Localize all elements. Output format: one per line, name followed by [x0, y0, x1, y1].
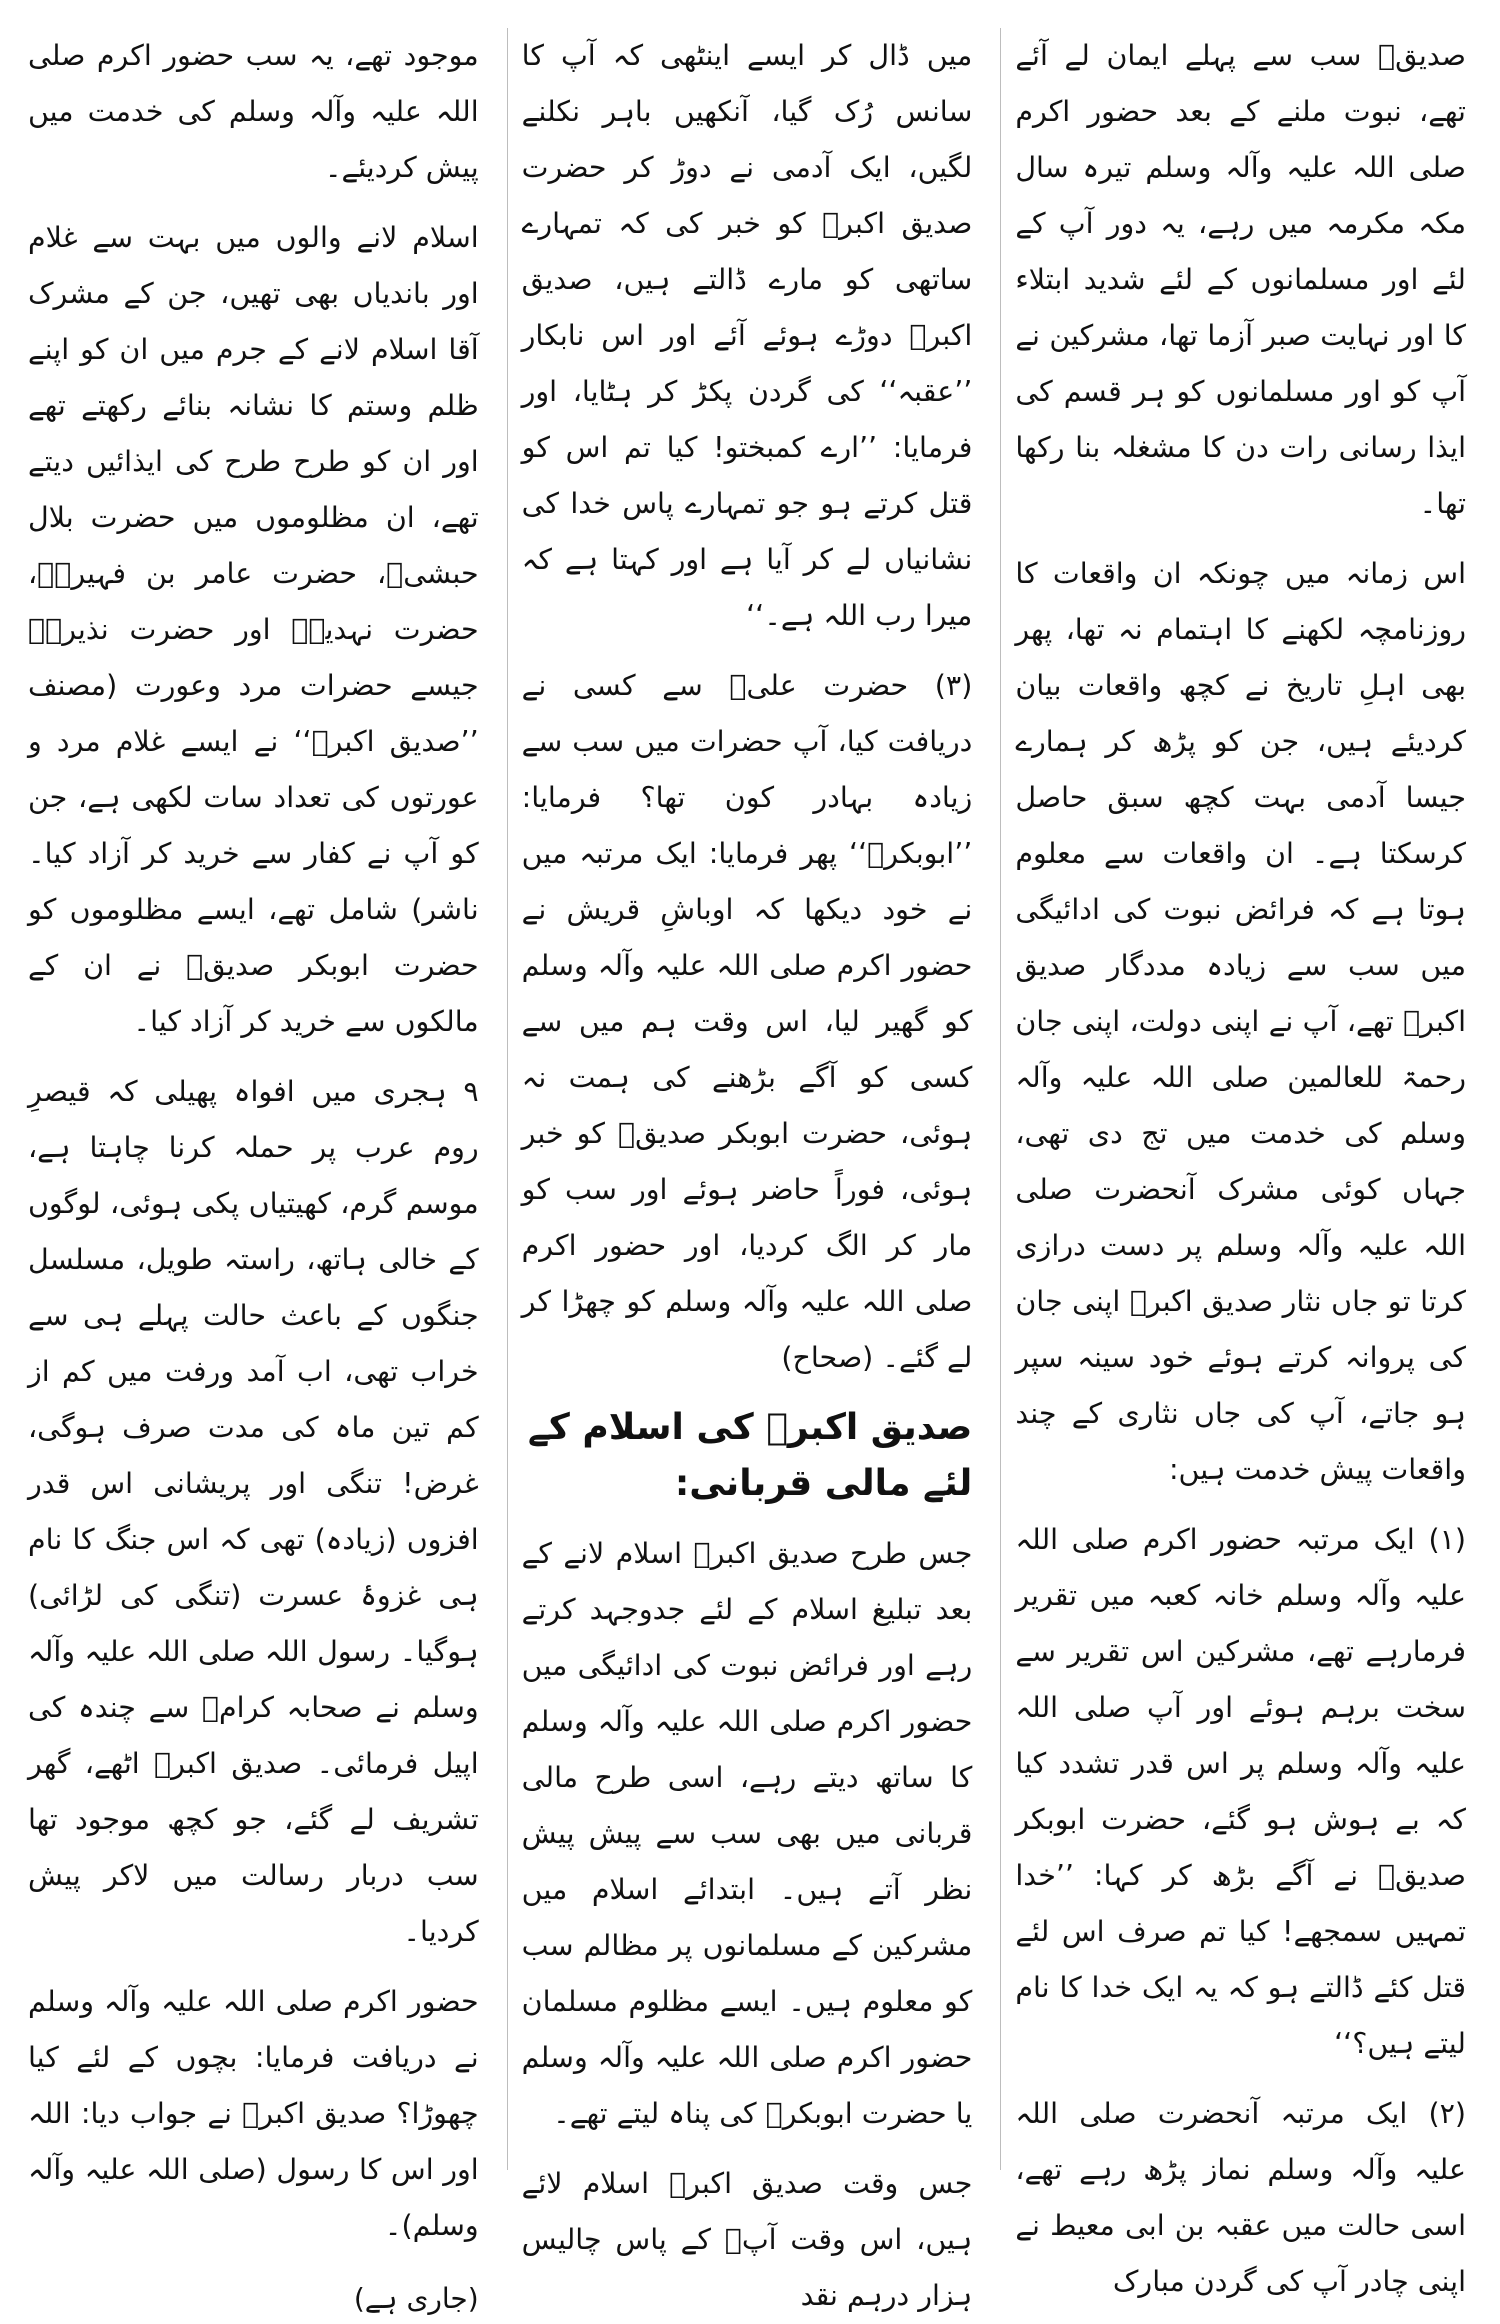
- paragraph: (۱) ایک مرتبہ حضور اکرم صلی اللہ علیہ وآلہ وسلم خانہ کعبہ میں تقریر فرمارہے تھے، مشرکین اس تقریر سے سخت برہم ہوئے اور آپ صلی اللہ علیہ وآلہ وسلم پر اس قدر تشدد کیا کہ بے ہوش ہو گئے، حضرت ابوبکر صدیقؓ نے آگے بڑھ کر کہا: ’’خدا تمہیں سمجھے! کیا تم صرف اس لئے قتل کئے ڈالتے ہو کہ یہ ایک خدا کا نام لیتے ہیں؟‘‘: [1015, 1523, 1466, 2060]
- column-2: [507, 28, 973, 2312]
- paragraph: صدیقؓ سب سے پہلے ایمان لے آئے تھے، نبوت ملنے کے بعد حضور اکرم صلی اللہ علیہ وآلہ وسلم تیرہ سال مکہ مکرمہ میں رہے، یہ دور آپ کے لئے اور مسلمانوں کے لئے شدید ابتلاء کا اور نہایت صبر آزما تھا، مشرکین نے آپ کو اور مسلمانوں کو ہر قسم کی ایذا رسانی رات دن کا مشغلہ بنا رکھا تھا۔: [1015, 39, 1466, 520]
- continued-note: (جاری ہے): [353, 2282, 479, 2315]
- paragraph: (۳) حضرت علیؓ سے کسی نے دریافت کیا، آپ حضرات میں سب سے زیادہ بہادر کون تھا؟ فرمایا: ’’ابوبکرؓ‘‘ پھر فرمایا: ایک مرتبہ میں نے خود دیکھا کہ اوباشِ قریش نے حضور اکرم صلی اللہ علیہ وآلہ وسلم کو گھیر لیا، اس وقت ہم میں سے کسی کو آگے بڑھنے کی ہمت نہ ہوئی، حضرت ابوبکر صدیقؓ کو خبر ہوئی، فوراً حاضر ہوئے اور سب کو مار کر الگ کردیا، اور حضور اکرم صلی اللہ علیہ وآلہ وسلم کو چھڑا کر لے گئے۔ (صحاح): [521, 669, 973, 1374]
- column-3: [27, 28, 479, 2315]
- article-columns: [27, 28, 1466, 2315]
- paragraph: میں ڈال کر ایسے اینٹھی کہ آپ کا سانس رُک گیا، آنکھیں باہر نکلنے لگیں، ایک آدمی نے دوڑ کر حضرت صدیق اکبرؓ کو خبر کی کہ تمہارے ساتھی کو مارے ڈالتے ہیں، صدیق اکبرؓ دوڑے ہوئے آئے اور اس نابکار ’’عقبہ‘‘ کی گردن پکڑ کر ہٹایا، اور فرمایا: ’’ارے کمبختو! کیا تم اس کو قتل کرتے ہو جو تمہارے پاس خدا کی نشانیاں لے کر آیا ہے اور کہتا ہے کہ میرا رب اللہ ہے۔‘‘: [521, 39, 973, 632]
- paragraph: اس زمانہ میں چونکہ ان واقعات کا روزنامچہ لکھنے کا اہتمام نہ تھا، پھر بھی اہلِ تاریخ نے کچھ واقعات بیان کردیئے ہیں، جن کو پڑھ کر ہمارے جیسا آدمی بہت کچھ سبق حاصل کرسکتا ہے۔ ان واقعات سے معلوم ہوتا ہے کہ فرائض نبوت کی ادائیگی میں سب سے زیادہ مددگار صدیق اکبرؓ تھے، آپ نے اپنی دولت، اپنی جان رحمۃ للعالمین صلی اللہ علیہ وآلہ وسلم کی خدمت میں تج دی تھی، جہاں کوئی مشرک آنحضرت صلی اللہ علیہ وآلہ وسلم پر دست درازی کرتا تو جاں نثار صدیق اکبرؓ اپنی جان کی پروانہ کرتے ہوئے خود سینہ سپر ہو جاتے، آپ کی جاں نثاری کے چند واقعات پیش خدمت ہیں:: [1015, 557, 1466, 1486]
- paragraph: اسلام لانے والوں میں بہت سے غلام اور باندیاں بھی تھیں، جن کے مشرک آقا اسلام لانے کے جرم میں ان کو اپنے ظلم وستم کا نشانہ بنائے رکھتے تھے اور ان کو طرح طرح کی ایذائیں دیتے تھے، ان مظلوموں میں حضرت بلال حبشیؓ، حضرت عامر بن فہیرہؓ، حضرت نہدیہؓ اور حضرت نذیرہؓ جیسے حضرات مرد وعورت (مصنف ’’صدیق اکبرؓ‘‘ نے ایسے غلام مرد و عورتوں کی تعداد سات لکھی ہے، جن کو آپ نے کفار سے خرید کر آزاد کیا۔ ناشر) شامل تھے، ایسے مظلوموں کو حضرت ابوبکر صدیقؓ نے ان کے مالکوں سے خرید کر آزاد کیا۔: [27, 221, 479, 1038]
- section-heading: صدیق اکبرؓ کی اسلام کے لئے مالی قربانی:: [527, 1407, 973, 1504]
- paragraph: (۲) ایک مرتبہ آنحضرت صلی اللہ علیہ وآلہ وسلم نماز پڑھ رہے تھے، اسی حالت میں عقبہ بن ابی معیط نے اپنی چادر آپ کی گردن مبارک: [1015, 2097, 1466, 2298]
- paragraph: ۹ ہجری میں افواہ پھیلی کہ قیصرِ روم عرب پر حملہ کرنا چاہتا ہے، موسم گرم، کھیتیاں پکی ہوئی، لوگوں کے خالی ہاتھ، راستہ طویل، مسلسل جنگوں کے باعث حالت پہلے ہی سے خراب تھی، اب آمد ورفت میں کم از کم تین ماہ کی مدت صرف ہوگی، غرض! تنگی اور پریشانی اس قدر افزوں (زیادہ) تھی کہ اس جنگ کا نام ہی غزوۂ عسرت (تنگی کی لڑائی) ہوگیا۔ رسول اللہ صلی اللہ علیہ وآلہ وسلم نے صحابہ کرامؓ سے چندہ کی اپیل فرمائی۔ صدیق اکبرؓ اٹھے، گھر تشریف لے گئے، جو کچھ موجود تھا سب دربار رسالت میں لاکر پیش کردیا۔: [27, 1075, 479, 1948]
- paragraph: حضور اکرم صلی اللہ علیہ وآلہ وسلم نے دریافت فرمایا: بچوں کے لئے کیا چھوڑا؟ صدیق اکبرؓ نے جواب دیا: اللہ اور اس کا رسول (صلی اللہ علیہ وآلہ وسلم)۔: [27, 1985, 479, 2242]
- paragraph: جس وقت صدیق اکبرؓ اسلام لائے ہیں، اس وقت آپؓ کے پاس چالیس ہزار درہم نقد: [521, 2167, 973, 2312]
- column-1: [1000, 28, 1466, 2298]
- paragraph: موجود تھے، یہ سب حضور اکرم صلی اللہ علیہ وآلہ وسلم کی خدمت میں پیش کردیئے۔: [27, 39, 479, 184]
- paragraph: جس طرح صدیق اکبرؓ اسلام لانے کے بعد تبلیغ اسلام کے لئے جدوجہد کرتے رہے اور فرائض نبوت کی ادائیگی میں حضور اکرم صلی اللہ علیہ وآلہ وسلم کا ساتھ دیتے رہے، اسی طرح مالی قربانی میں بھی سب سے پیش پیش نظر آتے ہیں۔ ابتدائے اسلام میں مشرکین کے مسلمانوں پر مظالم سب کو معلوم ہیں۔ ایسے مظلوم مسلمان حضور اکرم صلی اللہ علیہ وآلہ وسلم یا حضرت ابوبکرؓ کی پناہ لیتے تھے۔: [521, 1537, 973, 2130]
